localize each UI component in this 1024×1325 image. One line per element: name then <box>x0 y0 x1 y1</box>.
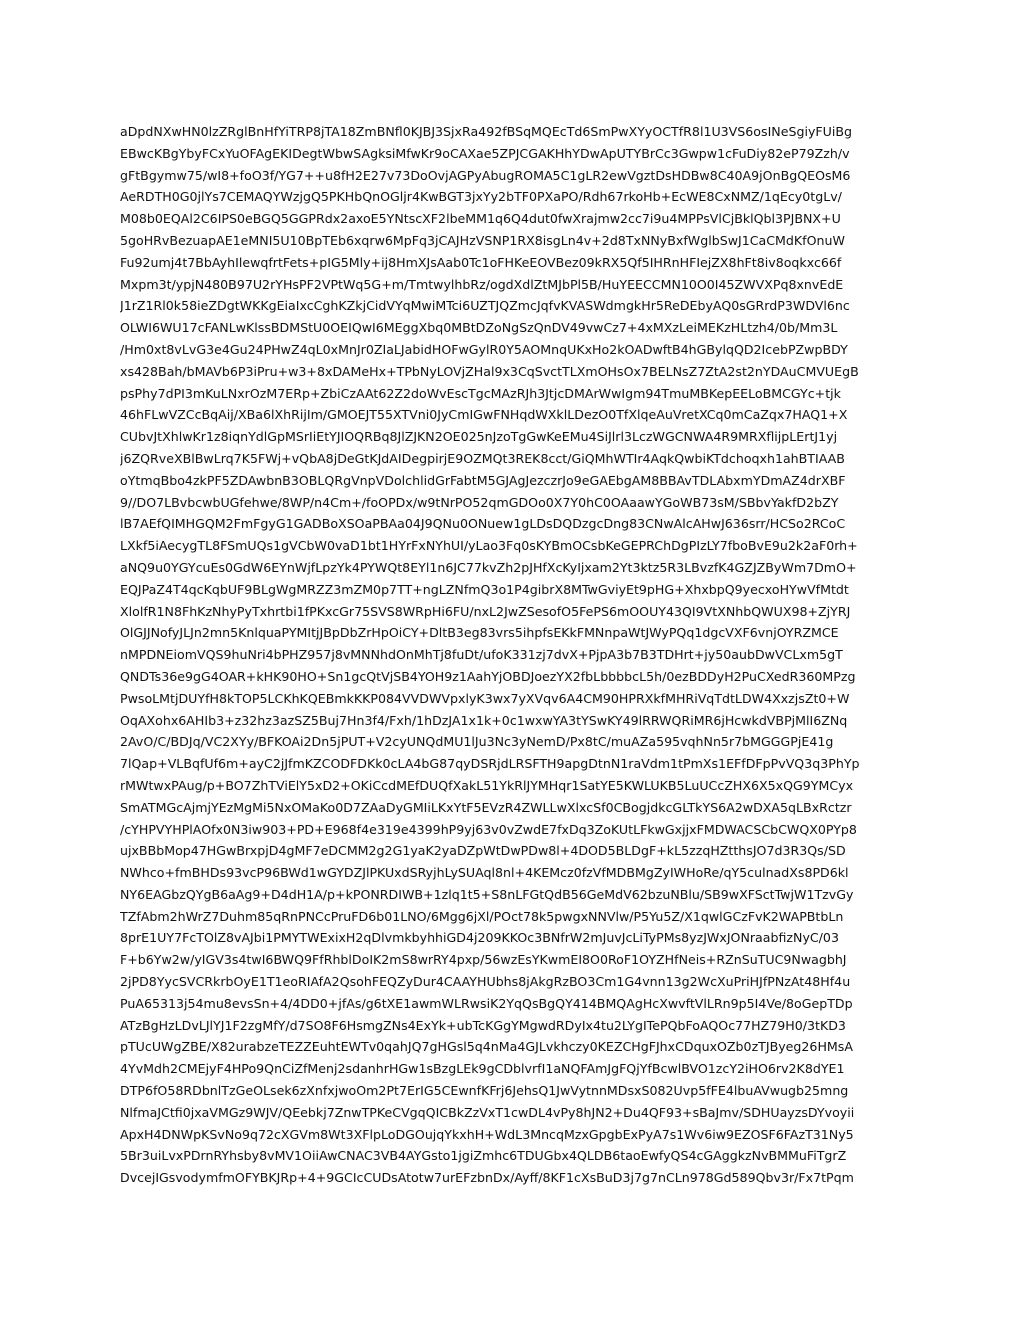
text-line: OlGJJNofyJLJn2mn5KnlquaPYMItjJBpDbZrHpOiCY+DltB3eg83vrs5ihpfsEKkFMNnpaWtJWyPQq1dgcVXF6vnjOYRZMCE <box>120 625 839 641</box>
text-line: M08b0EQAl2C6IPS0eBGQ5GGPRdx2axoE5YNtscXF2lbeMM1q6Q4dut0fwXrajmw2cc7i9u4MPPsVlCjBklQbl3PJBNX+U <box>120 211 841 227</box>
text-line: EBwcKBgYbyFCxYuOFAgEKIDegtWbwSAgksiMfwKr9oCAXae5ZPJCGAKHhYDwApUTYBrCc3Gwpw1cFuDiy82eP79Zzh/v <box>120 145 850 161</box>
text-line: pTUcUWgZBE/X82urabzeTEZZEuhtEWTv0qahJQ7gHGsl5q4nMa4GJLvkhczy0KEZCHgFJhxCDquxOZb0zTJByeg26HMsA <box>120 1039 853 1055</box>
text-line: 5goHRvBezuapAE1eMNI5U10BpTEb6xqrw6MpFq3jCAJHzVSNP1RX8isgLn4v+2d8TxNNyBxfWglbSwJ1CaCMdKfOnuW <box>120 232 845 248</box>
text-line: NWhco+fmBHDs93vcP96BWd1wGYDZJlPKUxdSRyjhLySUAql8nl+4KEMcz0fzVfMDBMgZyIWHoRe/qY5culnadXs8PD6kl <box>120 865 849 881</box>
text-line: ApxH4DNWpKSvNo9q72cXGVm8Wt3XFlpLoDGOujqYkxhH+WdL3MncqMzxGpgbExPyA7s1Wv6iw9EZOSF6FAzT31Ny5 <box>120 1126 854 1142</box>
text-line: nMPDNEiomVQS9huNri4bPHZ957j8vMNNhdOnMhTj8fuDt/ufoK331zj7dvX+PjpA3b7B3TDHrt+jy50aubDwVCLxm5gT <box>120 647 843 663</box>
text-line: /Hm0xt8vLvG3e4Gu24PHwZ4qL0xMnJr0ZIaLJabidHOFwGylR0Y5AOMnqUKxHo2kOADwftB4hGBylqQD2IcebPZwpBDY <box>120 341 848 357</box>
text-line: NY6EAGbzQYgB6aAg9+D4dH1A/p+kPONRDIWB+1zlq1t5+S8nLFGtQdB56GeMdV62bzuNBlu/SB9wXFSctTwjW1TzvGy <box>120 886 854 902</box>
text-line: 2AvO/C/BDJq/VC2XYy/BFKOAi2Dn5jPUT+V2cyUNQdMU1lJu3Nc3yNemD/Px8tC/muAZa595vqhNn5r7bMGGGPjE41g <box>120 734 834 750</box>
text-line: psPhy7dPI3mKuLNxrOzM7ERp+ZbiCzAAt62Z2doWvEscTgcMAzRJh3JtjcDMArWwIgm94TmuMBKepEELoBMCGYc+tjk <box>120 385 841 401</box>
text-line: NlfmaJCtfi0jxaVMGz9WJV/QEebkj7ZnwTPKeCVgqQICBkZzVxT1cwDL4vPy8hJN2+Du4QF93+sBaJmv/SDHUayzsDYvoyii <box>120 1104 855 1120</box>
text-line: EQJPaZ4T4qcKqbUF9BLgWgMRZZ3mZM0p7TT+ngLZNfmQ3o1P4gibrX8MTwGviyEt9pHG+XhxbpQ9yecxoHYwVfMtdt <box>120 581 849 597</box>
text-line: xs428Bah/bMAVb6P3iPru+w3+8xDAMeHx+TPbNyLOVjZHal9x3CqSvctTLXmOHsOx7BELNsZ7ZtA2st2nYDAuCMVUEgB <box>120 363 859 379</box>
text-line: QNDTs36e9gG4OAR+kHK90HO+Sn1gcQtVjSB4YOH9z1AahYjOBDJoezYX2fbLbbbbcL5h/0ezBDDyH2PuCXedR360MPzg <box>120 668 856 684</box>
encoded-text-block <box>120 121 910 1189</box>
text-line: ujxBBbMop47HGwBrxpjD4gMF7eDCMM2g2G1yaK2yaDZpWtDwPDw8l+4DOD5BLDgF+kL5zzqHZtthsJO7d3R3Qs/SD <box>120 843 846 859</box>
text-line: SmATMGcAjmjYEzMgMi5NxOMaKo0D7ZAaDyGMIiLKxYtF5EVzR4ZWLLwXlxcSf0CBogjdkcGLTkYS6A2wDXA5qLBxRctzr <box>120 799 852 815</box>
text-line: PwsoLMtjDUYfH8kTOP5LCKhKQEBmkKKP084VVDWVpxlyK3wx7yXVqv6A4CM90HPRXkfMHRiVqTdtLDW4XxzjsZt0+W <box>120 690 850 706</box>
text-line: F+b6Yw2w/yIGV3s4twI6BWQ9FfRhblDoIK2mS8wrRY4pxp/56wzEsYKwmEI8O0RoF1OYZHfNeis+RZnSuTUC9NwagbhJ <box>120 952 847 968</box>
text-line: J1rZ1Rl0k58ieZDgtWKKgEiaIxcCghKZkjCidVYqMwiMTci6UZTJQZmcJqfvKVASWdmgkHr5ReDEbyAQ0sGRrdP3WDVl6nc <box>120 298 850 314</box>
text-line: OqAXohx6AHIb3+z32hz3azSZ5Buj7Hn3f4/Fxh/1hDzJA1x1k+0c1wxwYA3tYSwKY49lRRWQRiMR6jHcwkdVBPjMlI6ZNq <box>120 712 848 728</box>
text-line: DvcejIGsvodymfmOFYBKJRp+4+9GCIcCUDsAtotw7urEFzbnDx/Ayff/8KF1cXsBuD3j7g7nCLn978Gd589Qbv3r/Fx7tPqm <box>120 1170 854 1186</box>
text-line: OLWI6WU17cFANLwKlssBDMStU0OEIQwI6MEggXbq0MBtDZoNgSzQnDV49vwCz7+4xMXzLeiMEKzHLtzh4/0b/Mm3L <box>120 320 838 336</box>
text-line: 2jPD8YycSVCRkrbOyE1T1eoRIAfA2QsohFEQZyDur4CAAYHUbhs8jAkgRzBO3Cm1G4vnn13g2WcXuPriHJfPNzAt48Hf4u <box>120 974 851 990</box>
text-line: Mxpm3t/ypjN480B97U2rYHsPF2VPtWq5G+m/TmtwylhbRz/ogdXdlZtMJbPl5B/HuYEECCMN10O0I45ZWVXPq8xnvEdE <box>120 276 844 292</box>
text-line: gFtBgymw75/wI8+foO3f/YG7++u8fH2E27v73DoOvjAGPyAbugROMA5C1gLR2ewVgztDsHDBw8C40A9jOnBgQEOsM6 <box>120 167 851 183</box>
text-line: Fu92umj4t7BbAyhIlewqfrtFets+pIG5Mly+ij8HmXJsAab0Tc1oFHKeEOVBez09kRX5Qf5IHRnHFIejZX8hFt8iv8oqkxc66f <box>120 254 842 270</box>
text-line: DTP6fO58RDbnlTzGeOLsek6zXnfxjwoOm2Pt7ErIG5CEwnfKFrj6JehsQ1JwVytnnMDsxS082Uvp5fFE4lbuAVwugb25mng <box>120 1083 849 1099</box>
text-line: 9//DO7LBvbcwbUGfehwe/8WP/n4Cm+/foOPDx/w9tNrPO52qmGDOo0X7Y0hC0OAaawYGoWB73sM/SBbvYakfD2bZY <box>120 494 839 510</box>
text-line: aNQ9u0YGYcuEs0GdW6EYnWjfLpzYk4PYWQt8EYl1n6JC77kvZh2pJHfXcKyIjxam2Yt3ktz5R3LBvzfK4GZJZByWm7DmO+ <box>120 559 857 575</box>
text-line: AeRDTH0G0jlYs7CEMAQYWzjgQ5PKHbQnOGljr4KwBGT3jxYy2bTF0PXaPO/Rdh67rkoHb+EcWE8CxNMZ/1qEcy0tgLv/ <box>120 189 842 205</box>
text-line: PuA65313j54mu8evsSn+4/4DD0+jfAs/g6tXE1awmWLRwsiK2YqQsBgQY414BMQAgHcXwvftVlLRn9p5I4Ve/8oGepTDp <box>120 995 853 1011</box>
text-line: j6ZQRveXBlBwLrq7K5FWj+vQbA8jDeGtKJdAIDegpirjE9OZMQt3REK8cct/GiQMhWTIr4AqkQwbiKTdchoqxh1ahBTIAAB <box>120 450 845 466</box>
text-line: 4YvMdh2CMEjyF4HPo9QnCiZfMenj2sdanhrHGw1sBzgLEk9gCDblvrfI1aNQFAmJgFQjYfBcwlBVO1zcY2iHO6rv2K8dYE1 <box>120 1061 845 1077</box>
text-line: CUbvJtXhlwKr1z8iqnYdlGpMSrIiEtYJIOQRBq8JlZJKN2OE025nJzoTgGwKeEMu4SiJlrl3LczWGCNWA4R9MRXflijpLErtJ1yj <box>120 429 838 445</box>
text-line: lB7AEfQIMHGQM2FmFgyG1GADBoXSOaPBAa04J9QNu0ONuew1gLDsDQDzgcDng83CNwAlcAHwJ636srr/HCSo2RCoC <box>120 516 846 532</box>
text-line: oYtmqBbo4zkPF5ZDAwbnB3OBLQRgVnpVDolchlidGrFabtM5GJAgJezczrJo9eGAEbgAM8BBAvTDLAbxmYDmAZ4drXBF <box>120 472 846 488</box>
text-line: LXkf5iAecygTL8FSmUQs1gVCbW0vaD1bt1HYrFxNYhUI/yLao3Fq0sKYBmOCsbKeGEPRChDgPIzLY7fboBvE9u2k2aF0rh+ <box>120 538 858 554</box>
text-line: 7lQap+VLBqfUf6m+ayC2jJfmKZCODFDKk0cLA4bG87qyDSRjdLRSFTH9apgDtnN1raVdm1tPmXs1EFfDFpPvVQ3q3PhYp <box>120 756 860 772</box>
text-line: ATzBgHzLDvLJlYJ1F2zgMfY/d7SO8F6HsmgZNs4ExYk+ubTcKGgYMgwdRDyIx4tu2LYgITePQbFoAQOc77HZ79H0/3tKD3 <box>120 1017 846 1033</box>
text-line: aDpdNXwHN0lzZRglBnHfYiTRP8jTA18ZmBNfl0KJBJ3SjxRa492fBSqMQEcTd6SmPwXYyOCTfR8l1U3VS6osINeSgiyFUiBg <box>120 124 852 139</box>
text-line: /cYHPVYHPlAOfx0N3iw903+PD+E968f4e319e4399hP9yj63v0vZwdE7fxDq3ZoKUtLFkwGxjjxFMDWACSCbCWQX0PYp8 <box>120 821 857 837</box>
text-line: XlolfR1N8FhKzNhyPyTxhrtbi1fPKxcGr75SVS8WRpHi6FU/nxL2JwZSesofO5FePS6mOOUY43QI9VtXNhbQWUX98+ZjYRJ <box>120 603 851 619</box>
text-line: 5Br3uiLvxPDrnRYhsby8vMV1OiiAwCNAC3VB4AYGsto1jgiZmhc6TDUGbx4QLDB6taoEwfyQS4cGAggkzNvBMMuFiTgrZ <box>120 1148 847 1164</box>
text-line: TZfAbm2hWrZ7Duhm85qRnPNCcPruFD6b01LNO/6Mgg6jXl/POct78k5pwgxNNVlw/P5Yu5Z/X1qwlGCzFvK2WAPBtbLn <box>120 908 844 924</box>
text-line: rMWtwxPAug/p+BO7ZhTViElY5xD2+OKiCcdMEfDUQfXakL51YkRlJYMHqr1SatYE5KWLUKB5LuUCcZHX6X5xQG9YMCyx <box>120 777 854 793</box>
text-line: 46hFLwVZCcBqAij/XBa6lXhRijIm/GMOEJT55XTVni0JyCmIGwFNHqdWXklLDezO0TfXlqeAuVretXCq0mCaZqx7HAQ1+X <box>120 407 848 423</box>
text-line: 8prE1UY7FcTOlZ8vAJbi1PMYTWExixH2qDlvmkbyhhiGD4j209KKOc3BNfrW2mJuvJcLiTyPMs8yzJWxJONraabfizNyC/03 <box>120 930 839 946</box>
